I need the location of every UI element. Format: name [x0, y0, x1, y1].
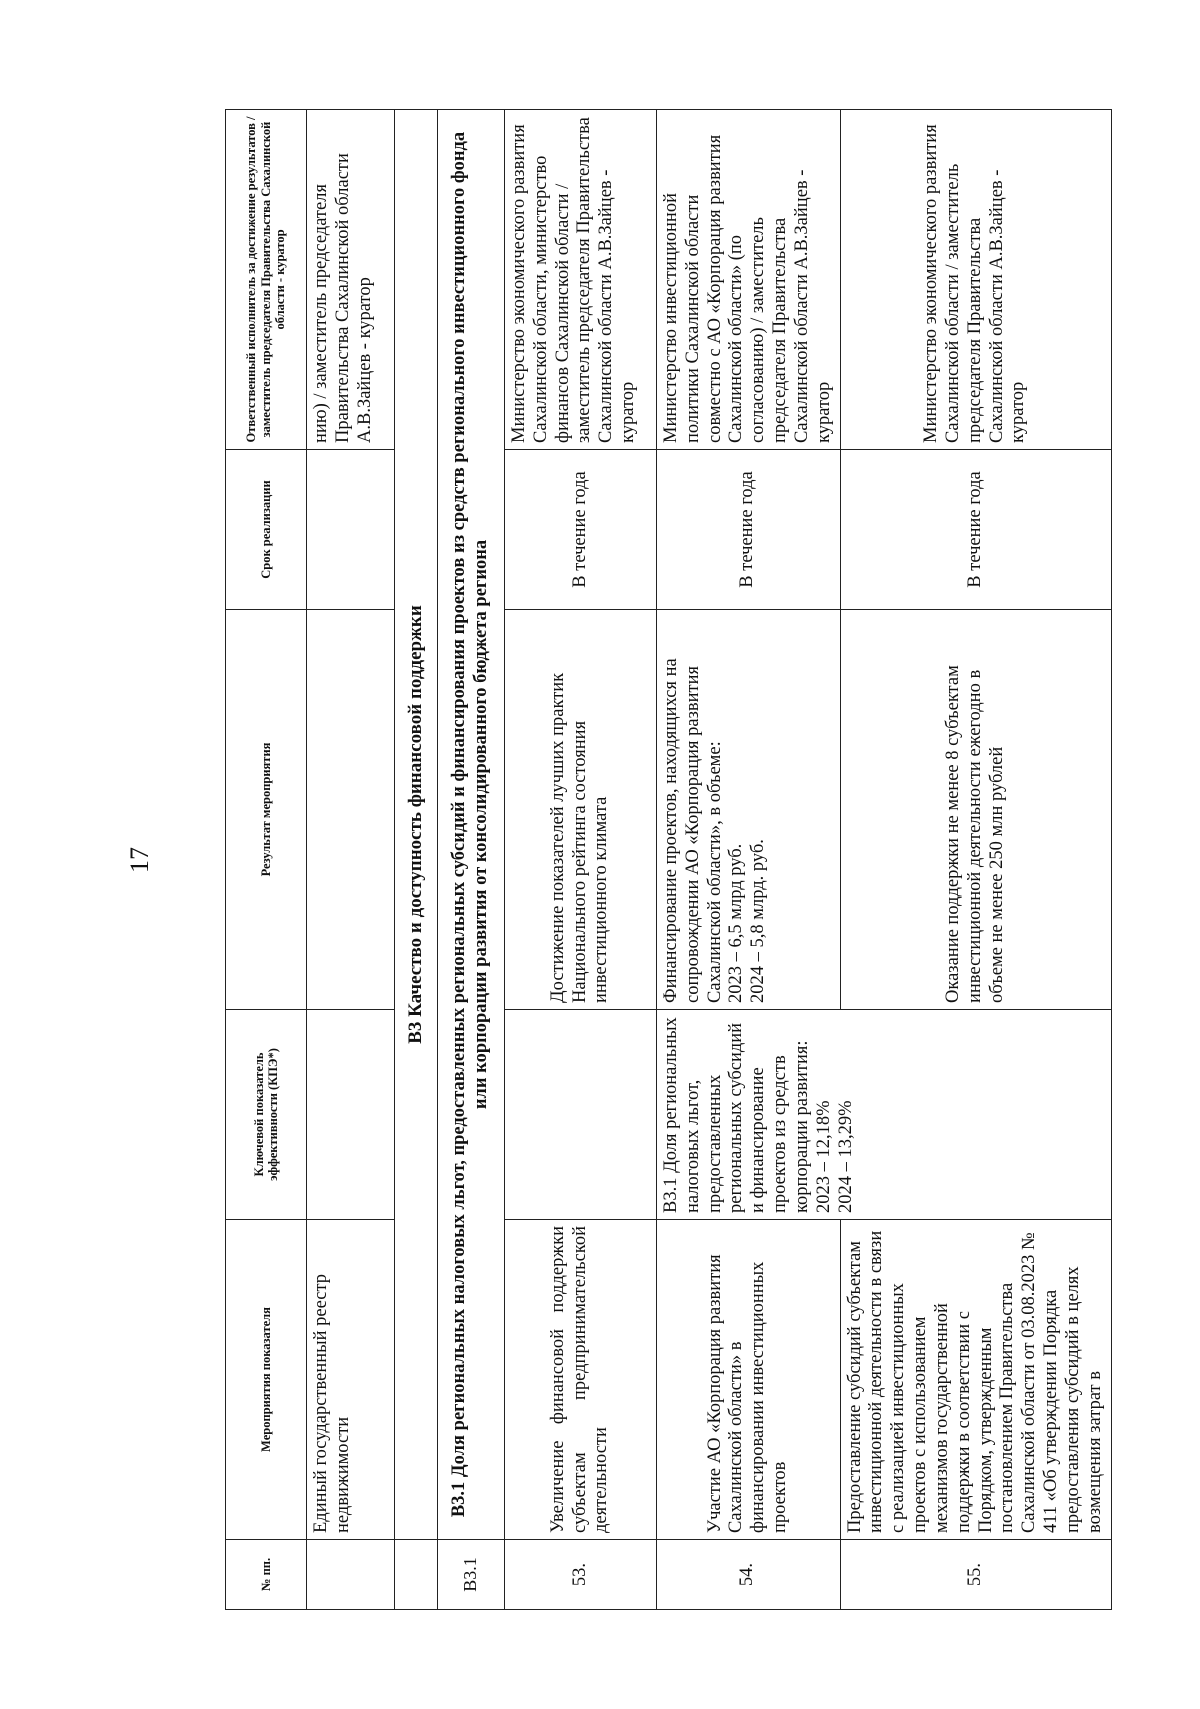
- header-kpi: Ключевой показатель эффективности (КПЭ*): [226, 1010, 307, 1220]
- table-row: [505, 110, 657, 1610]
- row-term: В течение года: [840, 450, 1111, 610]
- row-result: Достижение показателей лучших практик Национального рейтинга состояния инвестиционного климата: [505, 610, 657, 1010]
- subsection-code: В3.1: [438, 1540, 505, 1610]
- carry-over-row: [307, 110, 395, 1610]
- rotated-page: [125, 110, 1105, 1610]
- row-result: Финансирование проектов, находящихся на сопровождении АО «Корпорация развития Сахалинской области», в объеме: 2023 – 6,5 млрд руб. 2024 – 5,8 млрд. руб.: [657, 610, 841, 1010]
- carry-num: [307, 1540, 395, 1610]
- row-term: В течение года: [505, 450, 657, 610]
- measures-table: [225, 109, 1112, 1610]
- header-result: Результат мероприятия: [226, 610, 307, 1010]
- row-result: Оказание поддержки не менее 8 субъектам инвестиционной деятельности ежегодно в объеме не менее 250 млн рублей: [840, 610, 1111, 1010]
- row-num: 54.: [657, 1540, 841, 1610]
- carry-term: [307, 450, 395, 610]
- table-row: [657, 110, 841, 1610]
- subsection-row: [438, 110, 505, 1610]
- row-event: Участие АО «Корпорация развития Сахалинской области» в финансировании инвестиционных проектов: [657, 1220, 841, 1540]
- table-header-row: [226, 110, 307, 1610]
- carry-event: Единый государственный реестр недвижимости: [307, 1220, 395, 1540]
- section-row: [395, 110, 438, 1610]
- header-num: № пп.: [226, 1540, 307, 1610]
- header-event: Мероприятия показателя: [226, 1220, 307, 1540]
- section-num-cell: [395, 1540, 438, 1610]
- row-event: Предоставление субсидий субъектам инвестиционной деятельности в связи с реализацией инвестиционных проектов с использованием механизмов государственной поддержки в соответствии с Порядком, утвержденным постановлением Правительства Сахалинской области от 03.08.2023 № 411 «Об утверждении Порядка предоставления субсидий в целях возмещения затрат в: [840, 1220, 1111, 1540]
- row-term: В течение года: [657, 450, 841, 610]
- subsection-title: В3.1 Доля региональных налоговых льгот, предоставленных региональных субсидий и финансирования проектов из средств регионального инвестиционного фонда или корпорации развития от консолидированного бюджета региона: [438, 110, 505, 1540]
- carry-result: [307, 610, 395, 1010]
- row-event: Увеличение финансовой поддержки субъектам предпринимательской деятельности: [505, 1220, 657, 1540]
- carry-kpi: [307, 1010, 395, 1220]
- row-responsible: Министерство инвестиционной политики Сахалинской области совместно с АО «Корпорация развития Сахалинской области» (по согласованию) / заместитель председателя Правительства Сахалинской области А.В.Зайцев - куратор: [657, 110, 841, 450]
- header-responsible: Ответственный исполнитель за достижение результатов / заместитель председателя Правительства Сахалинской области - куратор: [226, 110, 307, 450]
- section-title: В3 Качество и доступность финансовой поддержки: [395, 110, 438, 1540]
- row-num: 53.: [505, 1540, 657, 1610]
- table-row: [840, 110, 1111, 1610]
- page-number: 17: [125, 847, 154, 873]
- row-responsible: Министерство экономического развития Сахалинской области / заместитель председателя Правительства Сахалинской области А.В.Зайцев - куратор: [840, 110, 1111, 450]
- header-term: Срок реализации: [226, 450, 307, 610]
- row-num: 55.: [840, 1540, 1111, 1610]
- row-kpi-empty: [505, 1010, 657, 1220]
- row-kpi: В3.1 Доля региональных налоговых льгот, предоставленных региональных субсидий и финансирование проектов из средств корпорации развития: 2023 – 12,18% 2024 – 13,29%: [657, 1010, 1112, 1220]
- row-responsible: Министерство экономического развития Сахалинской области, министерство финансов Сахалинской области / заместитель председателя Правительства Сахалинской области А.В.Зайцев - куратор: [505, 110, 657, 450]
- carry-responsible: нию) / заместитель председателя Правительства Сахалинской области А.В.Зайцев - куратор: [307, 110, 395, 450]
